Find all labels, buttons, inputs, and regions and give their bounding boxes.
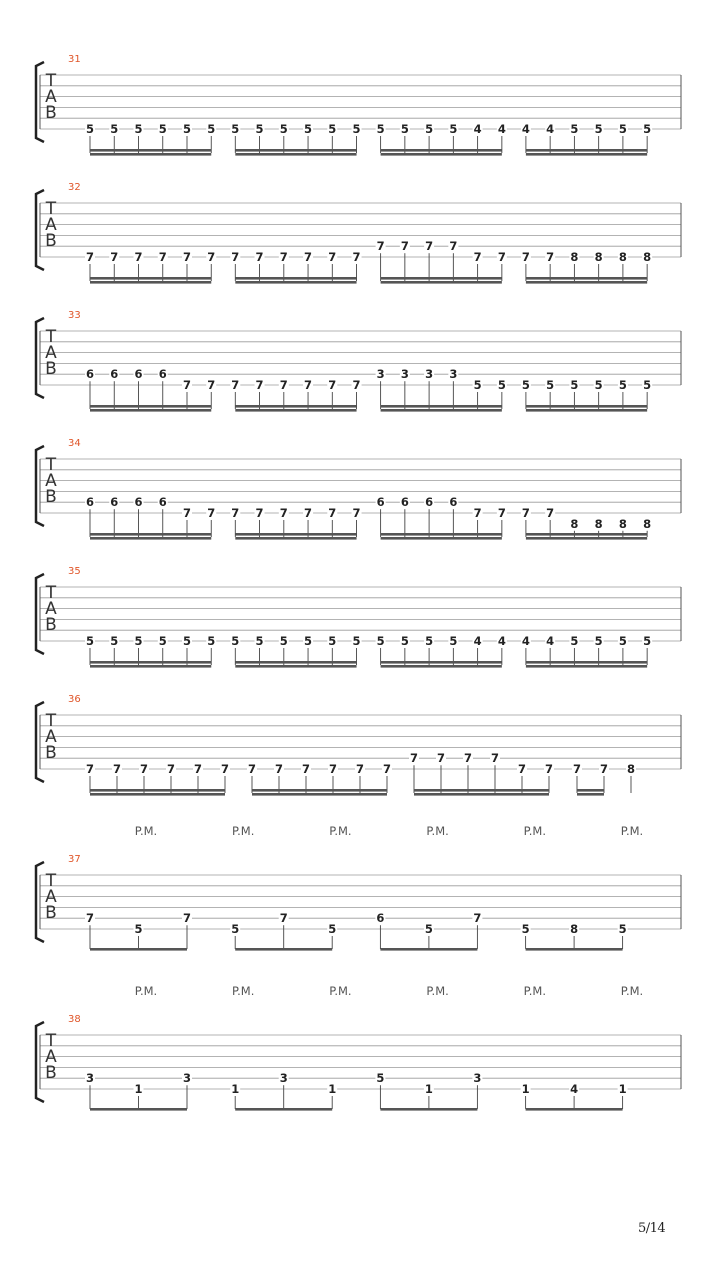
tab-clef-letter: B <box>45 1063 57 1083</box>
beam <box>526 661 647 664</box>
fret-number: 5 <box>207 634 216 648</box>
fret-number: 7 <box>207 506 216 520</box>
beam <box>414 789 549 792</box>
fret-number: 7 <box>158 250 167 264</box>
palm-mute-label: P.M. <box>620 984 644 998</box>
fret-number: 7 <box>304 250 313 264</box>
beam <box>90 277 211 280</box>
fret-number: 7 <box>182 378 192 392</box>
beam <box>90 409 211 412</box>
fret-number: 6 <box>449 495 458 510</box>
fret-number: 5 <box>328 922 337 936</box>
beam <box>90 948 187 951</box>
fret-number: 5 <box>110 634 119 648</box>
fret-number: 5 <box>304 122 313 136</box>
beam <box>526 153 647 156</box>
palm-mute-label: P.M. <box>329 824 352 838</box>
fret-number: 7 <box>473 506 482 520</box>
fret-number: 5 <box>279 634 288 648</box>
fret-number: 7 <box>207 378 216 392</box>
fret-number: 7 <box>279 250 288 264</box>
beam <box>526 1108 623 1111</box>
fret-number: 5 <box>304 634 313 648</box>
tab-clef-letter: A <box>45 471 57 491</box>
tab-clef-letter: T <box>45 583 57 603</box>
beam <box>380 948 477 951</box>
measure-number: 35 <box>68 566 81 577</box>
fret-number: 7 <box>352 250 361 264</box>
fret-number: 1 <box>618 1082 627 1096</box>
tab-clef-letter: T <box>45 71 57 91</box>
tab-clef-letter: A <box>45 1047 57 1067</box>
fret-number: 4 <box>546 122 555 136</box>
beam <box>381 533 502 536</box>
fret-number: 7 <box>274 762 284 776</box>
fret-number: 6 <box>376 495 385 510</box>
fret-number: 7 <box>328 378 337 392</box>
fret-number: 5 <box>231 922 240 936</box>
fret-number: 7 <box>112 762 122 776</box>
beam <box>526 533 647 536</box>
fret-number: 8 <box>594 250 603 264</box>
fret-number: 5 <box>449 634 458 648</box>
fret-number: 3 <box>182 1071 192 1086</box>
fret-number: 7 <box>85 762 95 776</box>
fret-number: 4 <box>497 634 506 648</box>
fret-number: 5 <box>570 378 579 392</box>
tab-system-31 <box>36 54 681 156</box>
measure-number: 31 <box>68 54 81 65</box>
fret-number: 7 <box>220 762 230 776</box>
palm-mute-label: P.M. <box>134 824 158 838</box>
fret-number: 5 <box>376 634 385 648</box>
fret-number: 5 <box>618 634 627 648</box>
fret-number: 7 <box>85 911 95 926</box>
tab-clef-letter: T <box>45 327 57 347</box>
fret-number: 5 <box>134 634 143 648</box>
fret-number: 7 <box>497 506 506 520</box>
beam <box>90 661 211 664</box>
fret-number: 7 <box>279 378 288 392</box>
fret-number: 7 <box>497 250 506 264</box>
fret-number: 7 <box>355 762 365 776</box>
beam <box>235 281 356 284</box>
beam <box>526 281 647 284</box>
fret-number: 7 <box>279 506 288 520</box>
fret-number: 7 <box>139 762 149 776</box>
fret-number: 7 <box>473 911 482 926</box>
beam <box>90 793 225 796</box>
fret-number: 5 <box>400 634 409 648</box>
tab-clef-letter: B <box>45 903 57 923</box>
beam <box>235 1108 332 1111</box>
fret-number: 4 <box>521 122 530 136</box>
fret-number: 6 <box>158 367 167 382</box>
fret-number: 4 <box>473 634 482 648</box>
fret-number: 6 <box>425 495 434 510</box>
fret-number: 7 <box>231 506 240 520</box>
fret-number: 5 <box>546 378 555 392</box>
fret-number: 7 <box>376 239 385 254</box>
beam <box>381 537 502 540</box>
beam <box>381 665 502 668</box>
fret-number: 7 <box>304 378 313 392</box>
fret-number: 3 <box>473 1071 482 1086</box>
fret-number: 7 <box>352 506 361 520</box>
fret-number: 7 <box>182 506 192 520</box>
fret-number: 8 <box>570 516 579 531</box>
fret-number: 5 <box>207 122 216 136</box>
tab-clef-letter: A <box>45 887 57 907</box>
fret-number: 5 <box>473 378 482 392</box>
fret-number: 6 <box>85 495 95 510</box>
fret-number: 6 <box>376 911 385 926</box>
fret-number: 7 <box>521 506 530 520</box>
tab-system-34 <box>36 438 681 540</box>
fret-number: 5 <box>182 634 192 648</box>
fret-number: 7 <box>301 762 311 776</box>
palm-mute-label: P.M. <box>232 824 255 838</box>
fret-number: 5 <box>231 122 240 136</box>
fret-number: 5 <box>158 634 167 648</box>
beam <box>235 537 356 540</box>
tab-clef-letter: A <box>45 727 57 747</box>
tab-clef-letter: B <box>45 103 57 123</box>
fret-number: 5 <box>618 922 627 936</box>
fret-number: 7 <box>85 250 95 264</box>
fret-number: 7 <box>328 762 338 776</box>
fret-number: 7 <box>182 250 192 264</box>
fret-number: 1 <box>328 1082 337 1096</box>
beam <box>235 405 356 408</box>
beam <box>381 409 502 412</box>
tab-system-36 <box>36 694 681 796</box>
fret-number: 5 <box>328 122 337 136</box>
fret-number: 8 <box>626 762 636 776</box>
fret-number: 3 <box>85 1071 95 1086</box>
palm-mute-label: P.M. <box>426 824 449 838</box>
fret-number: 5 <box>521 922 530 936</box>
measure-number: 38 <box>68 1014 81 1025</box>
fret-number: 5 <box>85 634 95 648</box>
fret-number: 5 <box>618 378 627 392</box>
tab-clef-letter: A <box>45 87 57 107</box>
fret-number: 7 <box>473 250 482 264</box>
fret-number: 5 <box>521 378 530 392</box>
fret-number: 7 <box>546 506 555 520</box>
fret-number: 4 <box>546 634 555 648</box>
fret-number: 5 <box>231 634 240 648</box>
fret-number: 8 <box>643 516 652 531</box>
fret-number: 7 <box>572 762 582 776</box>
fret-number: 7 <box>400 239 409 254</box>
measure-number: 36 <box>68 694 81 705</box>
fret-number: 7 <box>352 378 361 392</box>
fret-number: 5 <box>110 122 119 136</box>
fret-number: 3 <box>376 367 385 382</box>
beam <box>577 793 604 796</box>
beam <box>577 789 604 792</box>
tab-system-33 <box>36 310 681 412</box>
measure-number: 32 <box>68 182 81 193</box>
beam <box>381 153 502 156</box>
fret-number: 8 <box>570 250 579 264</box>
fret-number: 5 <box>376 1071 385 1086</box>
fret-number: 7 <box>134 250 143 264</box>
fret-number: 7 <box>255 250 264 264</box>
fret-number: 7 <box>193 762 203 776</box>
tab-clef-letter: A <box>45 343 57 363</box>
tab-clef-letter: B <box>45 359 57 379</box>
fret-number: 8 <box>618 250 627 264</box>
beam <box>235 409 356 412</box>
fret-number: 5 <box>182 122 192 136</box>
beam <box>90 537 211 540</box>
fret-number: 5 <box>643 634 652 648</box>
beam <box>90 281 211 284</box>
fret-number: 5 <box>594 122 603 136</box>
fret-number: 5 <box>449 122 458 136</box>
beam <box>90 533 211 536</box>
fret-number: 6 <box>110 495 119 510</box>
fret-number: 5 <box>134 922 143 936</box>
fret-number: 7 <box>382 762 392 776</box>
fret-number: 6 <box>400 495 409 510</box>
fret-number: 5 <box>594 634 603 648</box>
fret-number: 1 <box>231 1082 240 1096</box>
tab-system-32 <box>36 182 681 284</box>
beam <box>381 405 502 408</box>
fret-number: 5 <box>376 122 385 136</box>
beam <box>235 661 356 664</box>
fret-number: 7 <box>449 239 458 254</box>
fret-number: 7 <box>231 250 240 264</box>
fret-number: 7 <box>110 250 119 264</box>
fret-number: 7 <box>328 506 337 520</box>
fret-number: 7 <box>599 762 609 776</box>
tab-clef-letter: A <box>45 599 57 619</box>
fret-number: 4 <box>521 634 530 648</box>
beam <box>235 277 356 280</box>
fret-number: 6 <box>134 495 143 510</box>
fret-number: 6 <box>158 495 167 510</box>
beam <box>380 1108 477 1111</box>
fret-number: 7 <box>436 751 446 766</box>
fret-number: 5 <box>643 378 652 392</box>
fret-number: 5 <box>570 122 579 136</box>
palm-mute-label: P.M. <box>329 984 352 998</box>
fret-number: 7 <box>544 762 554 776</box>
fret-number: 5 <box>279 122 288 136</box>
fret-number: 7 <box>182 911 192 926</box>
fret-number: 1 <box>424 1082 433 1096</box>
beam <box>381 149 502 152</box>
tab-clef-letter: T <box>45 1031 57 1051</box>
fret-number: 5 <box>425 122 434 136</box>
tab-clef-letter: T <box>45 871 57 891</box>
fret-number: 5 <box>425 634 434 648</box>
fret-number: 3 <box>400 367 409 382</box>
fret-number: 7 <box>490 751 500 766</box>
beam <box>381 661 502 664</box>
beam <box>235 153 356 156</box>
beam <box>90 405 211 408</box>
beam <box>526 948 623 951</box>
beam <box>526 409 647 412</box>
fret-number: 8 <box>643 250 652 264</box>
tab-system-37 <box>36 824 681 951</box>
fret-number: 7 <box>255 378 264 392</box>
palm-mute-label: P.M. <box>523 824 546 838</box>
beam <box>526 665 647 668</box>
fret-number: 8 <box>594 516 603 531</box>
tab-system-35 <box>36 566 681 668</box>
fret-number: 7 <box>279 911 288 926</box>
palm-mute-label: P.M. <box>620 824 644 838</box>
fret-number: 8 <box>570 922 579 936</box>
beam <box>90 789 225 792</box>
measure-number: 33 <box>68 310 81 321</box>
palm-mute-label: P.M. <box>232 984 255 998</box>
fret-number: 3 <box>279 1071 288 1086</box>
palm-mute-label: P.M. <box>426 984 449 998</box>
fret-number: 7 <box>255 506 264 520</box>
measure-number: 37 <box>68 854 81 865</box>
beam <box>381 281 502 284</box>
beam <box>90 1108 187 1111</box>
tab-clef-letter: B <box>45 487 57 507</box>
fret-number: 7 <box>247 762 257 776</box>
fret-number: 7 <box>463 751 473 766</box>
fret-number: 7 <box>517 762 527 776</box>
fret-number: 5 <box>158 122 167 136</box>
beam <box>252 789 387 792</box>
tab-clef-letter: T <box>45 711 57 731</box>
tab-clef-letter: T <box>45 199 57 219</box>
beam <box>90 665 211 668</box>
fret-number: 7 <box>425 239 434 254</box>
fret-number: 3 <box>449 367 458 382</box>
fret-number: 7 <box>328 250 337 264</box>
beam <box>235 948 332 951</box>
fret-number: 1 <box>134 1082 143 1096</box>
beam <box>252 793 387 796</box>
fret-number: 1 <box>521 1082 530 1096</box>
beam <box>526 405 647 408</box>
beam <box>90 149 211 152</box>
palm-mute-label: P.M. <box>523 984 546 998</box>
tab-clef-letter: B <box>45 615 57 635</box>
fret-number: 5 <box>497 378 506 392</box>
fret-number: 5 <box>570 634 579 648</box>
tab-system-38 <box>36 984 681 1111</box>
tab-clef-letter: B <box>45 743 57 763</box>
beam <box>526 277 647 280</box>
fret-number: 5 <box>85 122 95 136</box>
fret-number: 4 <box>570 1082 579 1096</box>
fret-number: 6 <box>134 367 143 382</box>
tab-clef-letter: T <box>45 455 57 475</box>
fret-number: 7 <box>409 751 419 766</box>
beam <box>235 533 356 536</box>
fret-number: 7 <box>521 250 530 264</box>
tab-clef-letter: B <box>45 231 57 251</box>
fret-number: 6 <box>110 367 119 382</box>
fret-number: 5 <box>255 634 264 648</box>
beam <box>235 665 356 668</box>
fret-number: 5 <box>594 378 603 392</box>
fret-number: 7 <box>304 506 313 520</box>
fret-number: 5 <box>134 122 143 136</box>
beam <box>90 153 211 156</box>
fret-number: 7 <box>546 250 555 264</box>
fret-number: 7 <box>207 250 216 264</box>
fret-number: 7 <box>231 378 240 392</box>
fret-number: 7 <box>166 762 176 776</box>
fret-number: 8 <box>618 516 627 531</box>
beam <box>414 793 549 796</box>
beam <box>381 277 502 280</box>
fret-number: 5 <box>255 122 264 136</box>
measure-number: 34 <box>68 438 81 449</box>
fret-number: 5 <box>400 122 409 136</box>
fret-number: 4 <box>473 122 482 136</box>
fret-number: 4 <box>497 122 506 136</box>
fret-number: 5 <box>328 634 337 648</box>
beam <box>235 149 356 152</box>
palm-mute-label: P.M. <box>134 984 158 998</box>
fret-number: 3 <box>425 367 434 382</box>
fret-number: 5 <box>352 634 361 648</box>
fret-number: 5 <box>352 122 361 136</box>
fret-number: 5 <box>424 922 433 936</box>
fret-number: 5 <box>643 122 652 136</box>
tab-clef-letter: A <box>45 215 57 235</box>
fret-number: 5 <box>618 122 627 136</box>
beam <box>526 537 647 540</box>
page-number: 5/14 <box>638 1221 666 1236</box>
fret-number: 6 <box>85 367 95 382</box>
beam <box>526 149 647 152</box>
